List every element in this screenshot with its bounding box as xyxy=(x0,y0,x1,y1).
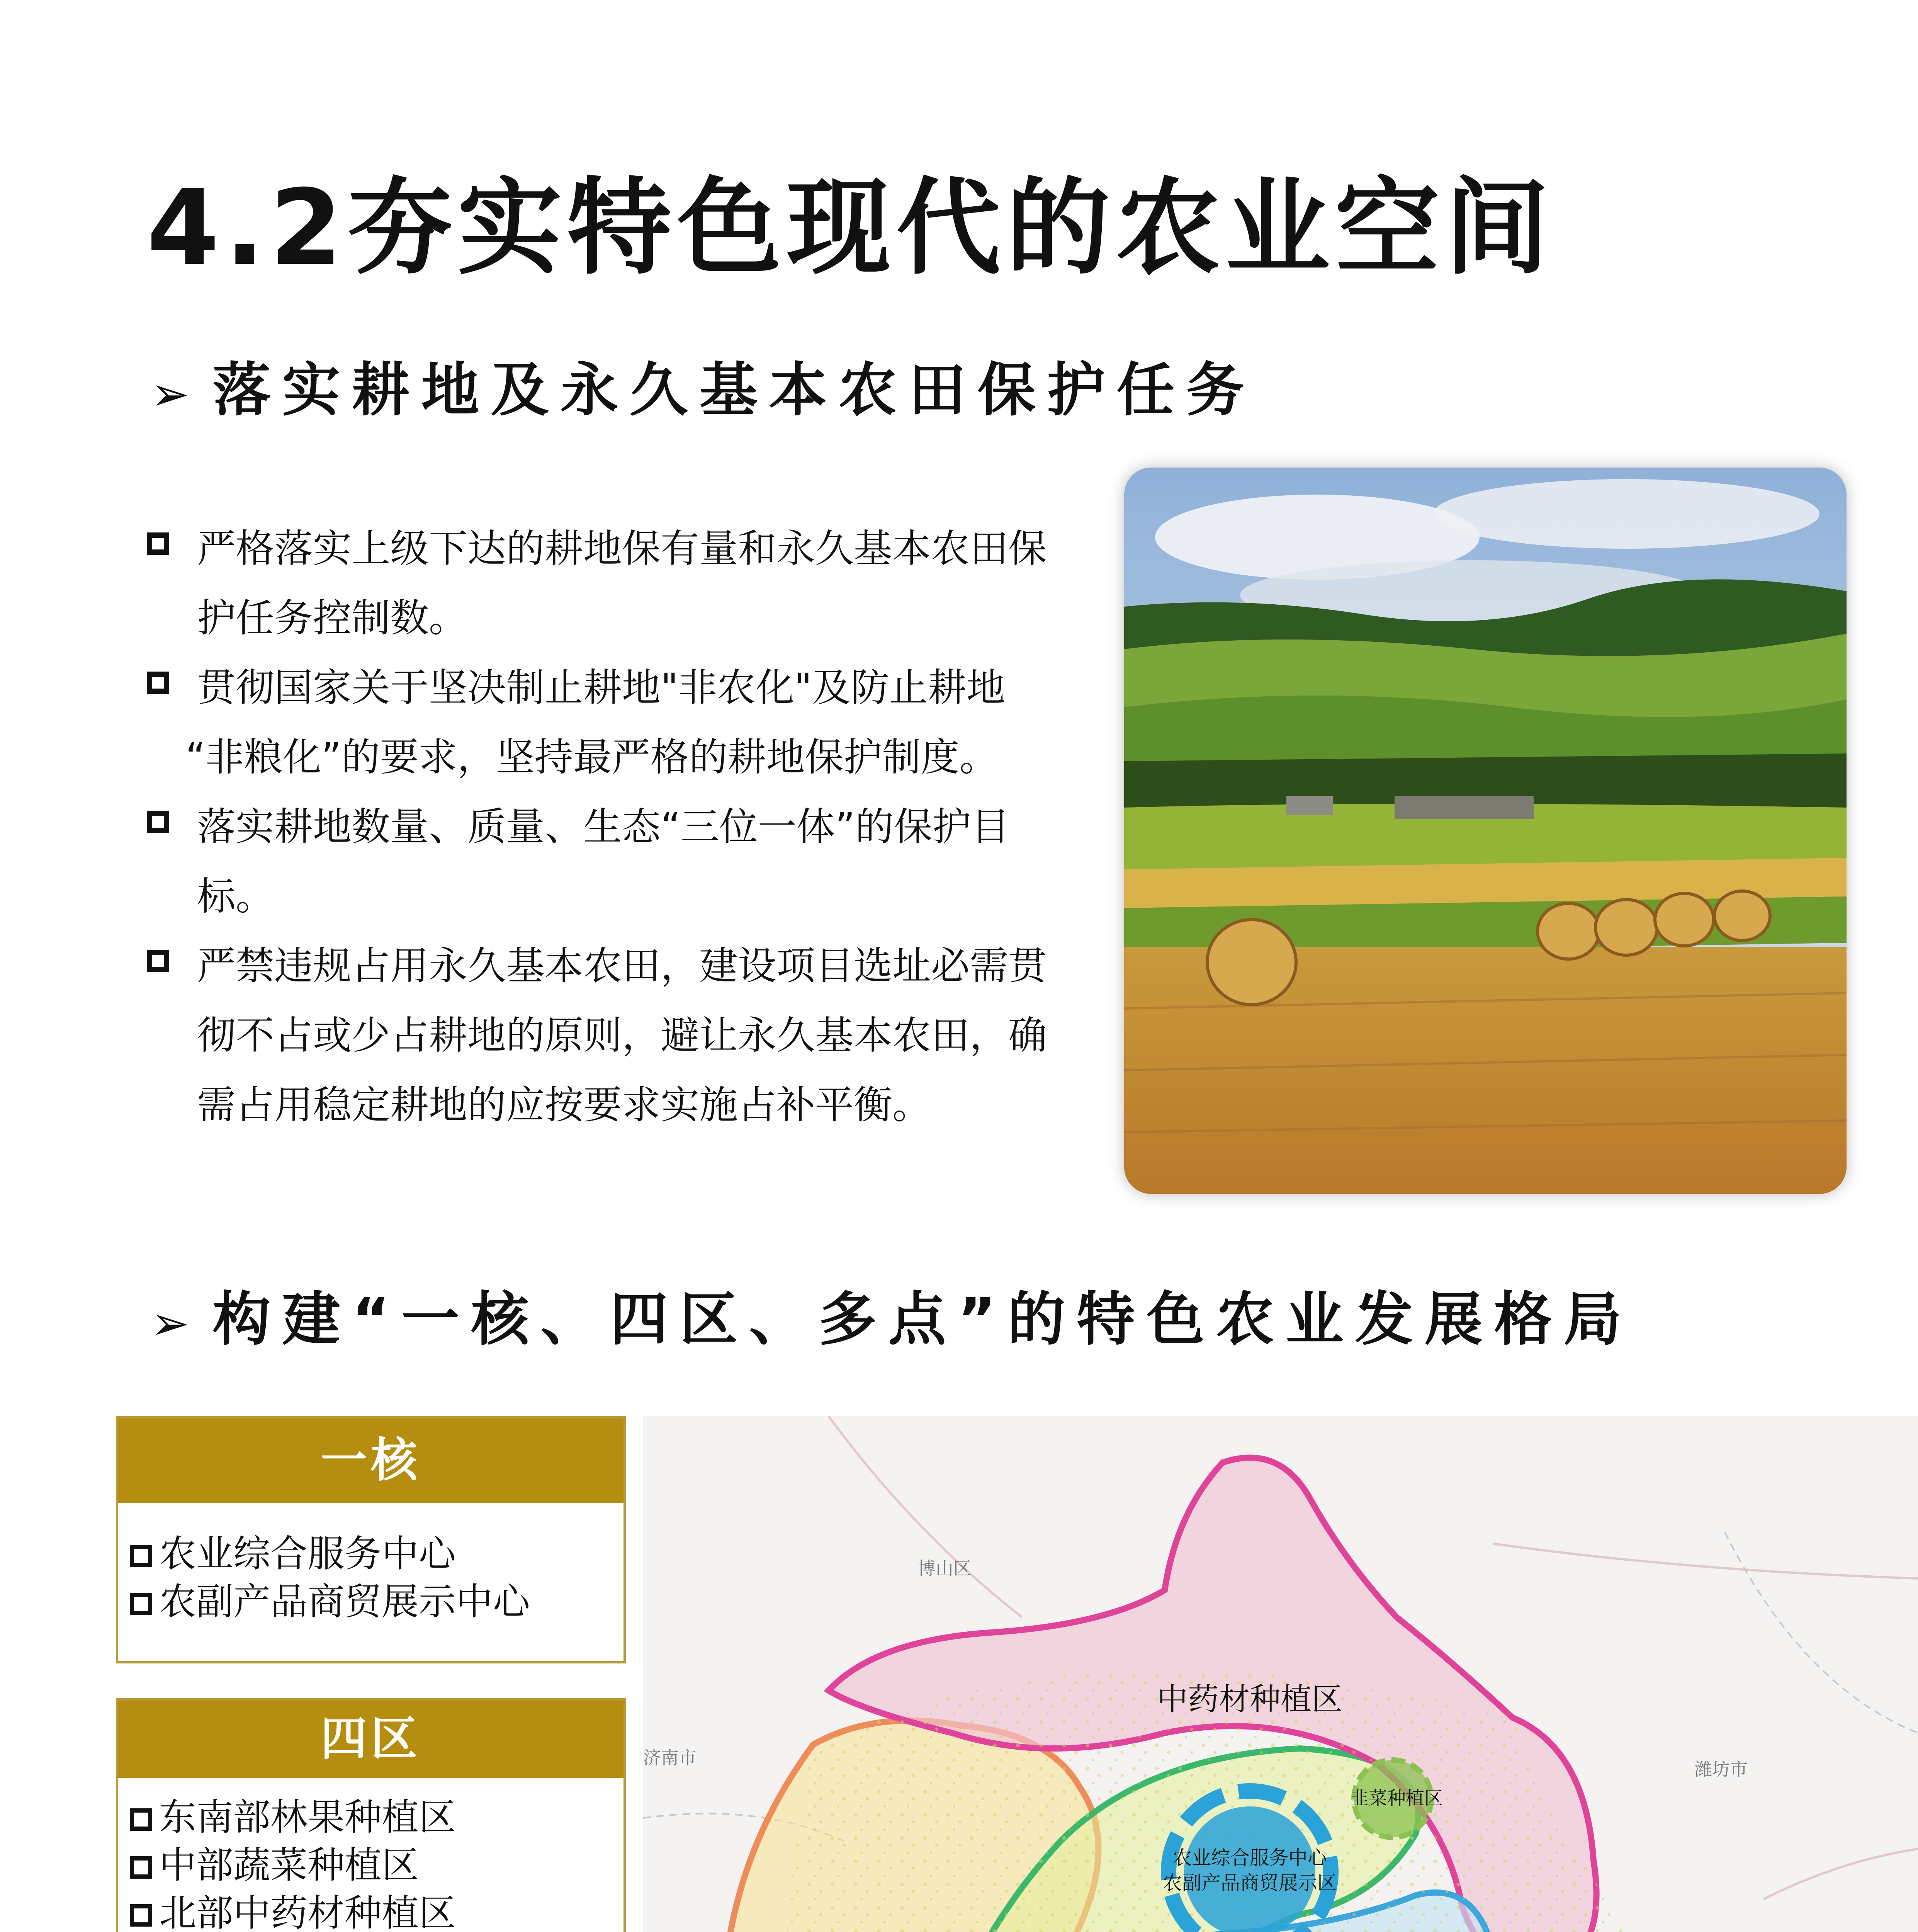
panel-item: 北部中药材种植区 xyxy=(130,1889,623,1932)
bullet-line: 严禁违规占用永久基本农田，建设项目选址必需贯 xyxy=(197,943,1047,988)
bullet-line: 落实耕地数量、质量、生态“三位一体”的保护目 xyxy=(197,804,1010,849)
bullet-line: “非粮化”的要求，坚持最严格的耕地保护制度。 xyxy=(185,735,998,780)
panel-item: 农业综合服务中心 xyxy=(130,1530,623,1578)
place-label-jinan: 济南市 xyxy=(643,1747,697,1768)
checkbox-icon xyxy=(130,1545,152,1567)
section-heading-text: 落实耕地及永久基本农田保护任务 xyxy=(212,357,1256,424)
checkbox-icon xyxy=(130,1808,152,1831)
bullet-line: 贯彻国家关于坚决制止耕地"非农化"及防止耕地 xyxy=(197,665,1005,710)
section-heading-layout xyxy=(151,1286,1633,1353)
square-bullet-icon xyxy=(147,672,169,694)
panel-title: 四区 xyxy=(118,1701,623,1778)
agriculture-layout-map xyxy=(643,1416,1918,1932)
bullet-item xyxy=(147,931,1105,1140)
square-bullet-icon xyxy=(147,811,169,833)
panel-item: 东南部林果种植区 xyxy=(130,1793,623,1841)
checkbox-icon xyxy=(130,1593,152,1615)
section-heading-farmland xyxy=(151,357,1256,424)
panel-core xyxy=(116,1416,626,1663)
bullet-line: 需占用稳定耕地的应按要求实施占补平衡。 xyxy=(197,1082,931,1128)
bullet-line: 标。 xyxy=(197,874,274,919)
core-label-line1: 农业综合服务中心 xyxy=(1172,1847,1327,1869)
bullet-item xyxy=(147,653,1105,792)
farmland-bullet-list xyxy=(147,514,1105,1140)
farmland-photo xyxy=(1124,468,1847,1194)
place-label-boshan: 博山区 xyxy=(918,1558,971,1579)
bullet-line: 严格落实上级下达的耕地保有量和永久基本农田保 xyxy=(197,526,1047,571)
bullet-item xyxy=(147,514,1105,653)
chive-point-label: 韭菜种植区 xyxy=(1350,1787,1443,1809)
bullet-line: 护任务控制数。 xyxy=(197,595,467,641)
checkbox-icon xyxy=(130,1904,152,1927)
panel-item: 中部蔬菜种植区 xyxy=(130,1841,623,1889)
herb-zone-label: 中药材种植区 xyxy=(1157,1681,1342,1717)
panel-title: 一核 xyxy=(118,1418,623,1503)
arrow-icon: ➢ xyxy=(151,1297,190,1350)
place-label-weifang: 潍坊市 xyxy=(1694,1759,1748,1780)
bullet-item xyxy=(147,792,1105,931)
panel-item: 农副产品商贸展示中心 xyxy=(130,1578,623,1626)
section-heading-text: 构建“一核、四区、多点”的特色农业发展格局 xyxy=(212,1286,1633,1353)
square-bullet-icon xyxy=(147,950,169,972)
panel-zones xyxy=(116,1698,626,1932)
arrow-icon: ➢ xyxy=(151,367,190,421)
farmland-illustration xyxy=(1124,468,1847,1194)
page-title: 4.2夯实特色现代的农业空间 xyxy=(147,167,1555,289)
core-label-line2: 农副产品商贸展示区 xyxy=(1163,1872,1337,1894)
square-bullet-icon xyxy=(147,532,169,555)
checkbox-icon xyxy=(130,1856,152,1879)
map-illustration xyxy=(643,1416,1918,1932)
bullet-line: 彻不占或少占耕地的原则，避让永久基本农田，确 xyxy=(197,1013,1047,1058)
